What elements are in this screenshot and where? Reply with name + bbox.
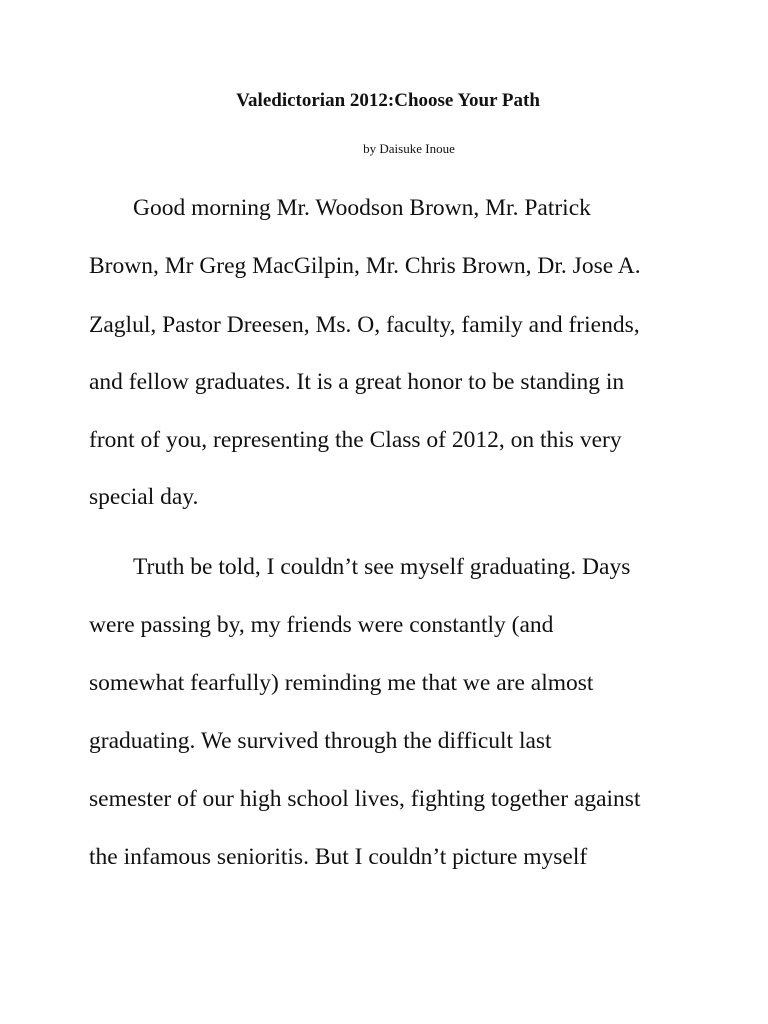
paragraph-1-line-6: special day. (89, 484, 199, 510)
paragraph-1-line-3: Zaglul, Pastor Dreesen, Ms. O, faculty, family and friends, (89, 312, 640, 338)
paragraph-2-line-4: graduating. We survived through the difficult last (89, 728, 552, 754)
paragraph-1-line-4: and fellow graduates. It is a great honor to be standing in (89, 369, 625, 395)
paragraph-2-line-3: somewhat fearfully) reminding me that we are almost (89, 670, 594, 696)
paragraph-2-line-6: the infamous senioritis. But I couldn’t picture myself (89, 844, 588, 870)
document-title: Valedictorian 2012:Choose Your Path (236, 90, 540, 111)
paragraph-2-line-5: semester of our high school lives, fighting together against (89, 786, 641, 812)
paragraph-2-line-1: Truth be told, I couldn’t see myself graduating. Days (133, 554, 631, 580)
document-author: by Daisuke Inoue (363, 141, 455, 156)
paragraph-1-line-5: front of you, representing the Class of 2012, on this very (89, 427, 622, 453)
paragraph-1-line-1: Good morning Mr. Woodson Brown, Mr. Patrick (133, 195, 591, 221)
paragraph-1-line-2: Brown, Mr Greg MacGilpin, Mr. Chris Brown, Dr. Jose A. (89, 253, 641, 279)
paragraph-2-line-2: were passing by, my friends were constantly (and (89, 612, 554, 638)
